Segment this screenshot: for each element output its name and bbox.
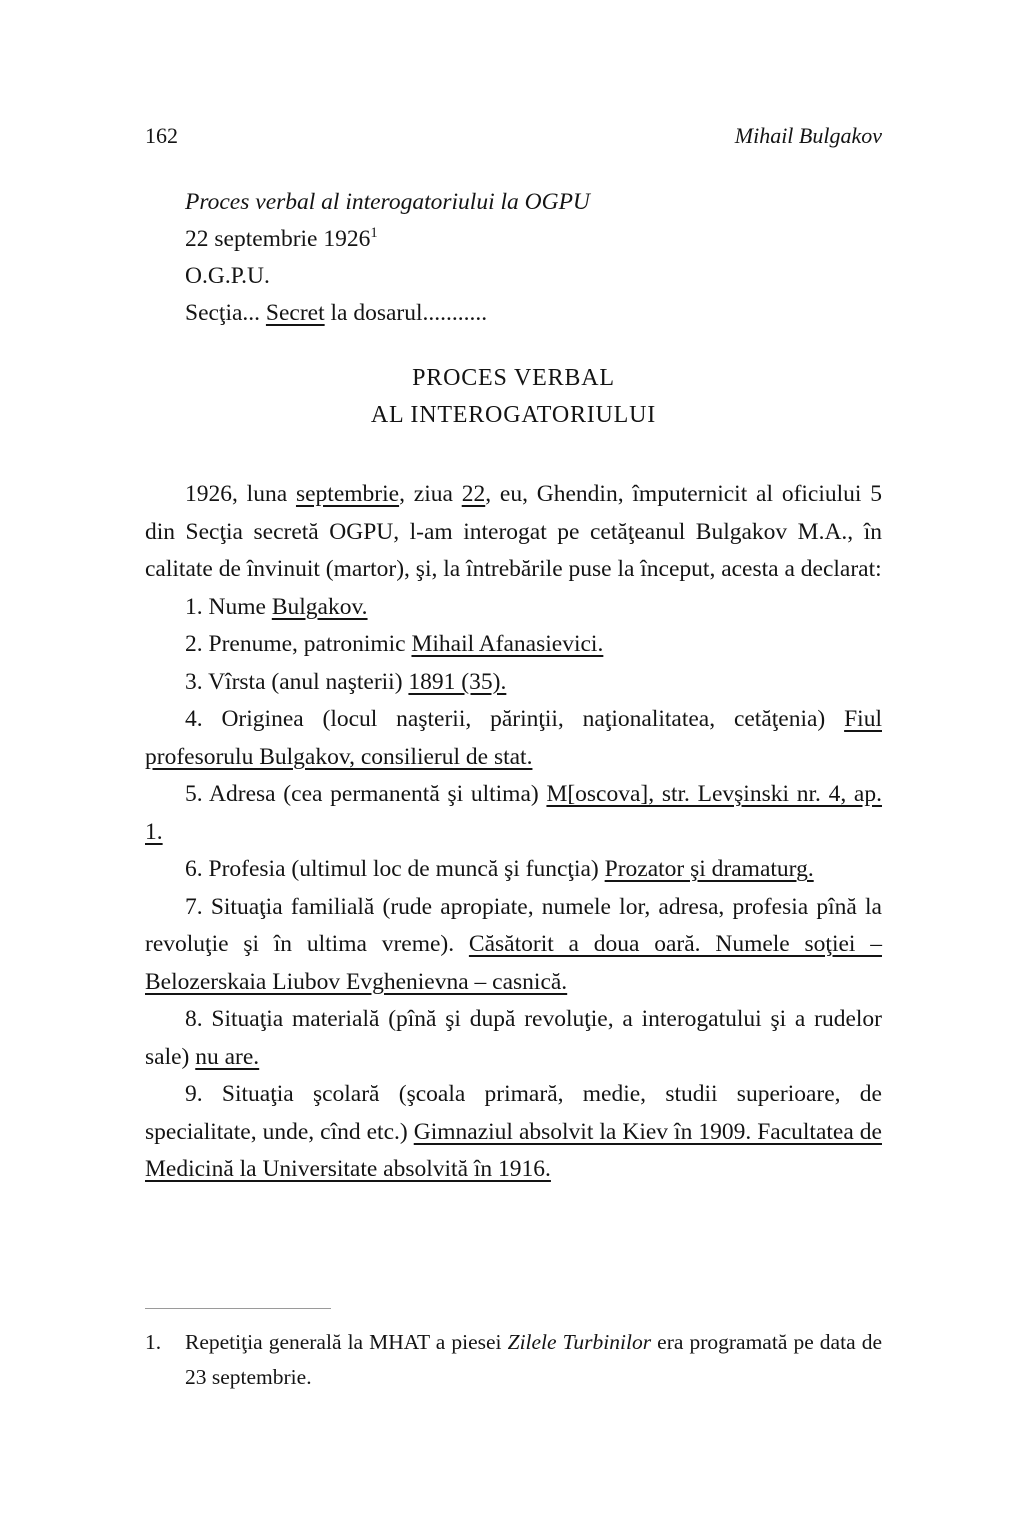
preamble-line: 22 septembrie 1926$^1$ <box>185 225 378 252</box>
body-paragraph: 1926, luna septembrie, ziua 22, eu, Ghendin, împuternicit al oficiului 5 din Secţia secretă OGPU, l-am interogat pe cetăţeanul Bulgakov M.A., în calitate de învinuit (martor), şi, la întrebările puse la început, acesta a declarat: <box>145 481 883 582</box>
body-paragraph: 3. Vîrsta (anul naşterii) 1891 (35). <box>185 668 507 695</box>
body-paragraph: 5. Adresa (cea permanentă şi ultima) M[oscova], str. Levşinski nr. 4, ap. 1. <box>145 781 882 845</box>
preamble-line: Proces verbal al interogatoriului la OGPU <box>185 189 590 215</box>
body-paragraph: 2. Prenume, patronimic Mihail Afanasievici. <box>185 631 604 657</box>
footnote-area <box>145 1308 882 1395</box>
body-paragraph: 1. Nume Bulgakov. <box>185 593 368 620</box>
preamble-line: Secţia... Secret la dosarul........... <box>185 300 488 326</box>
body-paragraph: 6. Profesia (ultimul loc de muncă şi funcţia) Prozator şi dramaturg. <box>185 856 814 882</box>
document-title-line: PROCES VERBAL <box>412 365 615 391</box>
page-content <box>145 122 882 1189</box>
document-preamble <box>145 184 882 332</box>
footnote-marker: 1. <box>145 1330 162 1354</box>
running-header-author: Mihail Bulgakov <box>734 123 882 148</box>
body-paragraph: 4. Originea (locul naşterii, părinţii, naţionalitatea, cetăţenia) Fiul profesorulu Bulgakov, consilierul de stat. <box>145 706 882 770</box>
document-title <box>145 360 882 434</box>
footnote-text: Repetiţia generală la MHAT a piesei Zilele Turbinilor era programată pe data de 23 septembrie. <box>185 1330 882 1389</box>
document-title-line: AL INTEROGATORIULUI <box>370 402 657 428</box>
running-header <box>145 122 882 150</box>
body-paragraph: 8. Situaţia materială (pînă şi după revoluţie, a interogatului şi a rudelor sale) nu are. <box>145 1006 882 1070</box>
footnote-separator <box>145 1308 331 1309</box>
preamble-line: O.G.P.U. <box>185 263 270 289</box>
document-body <box>145 476 882 1189</box>
body-paragraph: 7. Situaţia familială (rude apropiate, numele lor, adresa, profesia pînă la revoluţie şi în ultima vreme). Căsătorit a doua oară. Numele soţiei – Belozerskaia Liubov Evghenievna – casnică. <box>145 893 882 995</box>
footnote <box>145 1325 882 1395</box>
body-paragraph: 9. Situaţia şcolară (şcoala primară, medie, studii superioare, de specialitate, unde, cînd etc.) Gimnaziul absolvit la Kiev în 1909. Facultatea de Medicină la Universitate absolvită în 1916. <box>145 1081 882 1182</box>
page-number: 162 <box>145 123 178 148</box>
